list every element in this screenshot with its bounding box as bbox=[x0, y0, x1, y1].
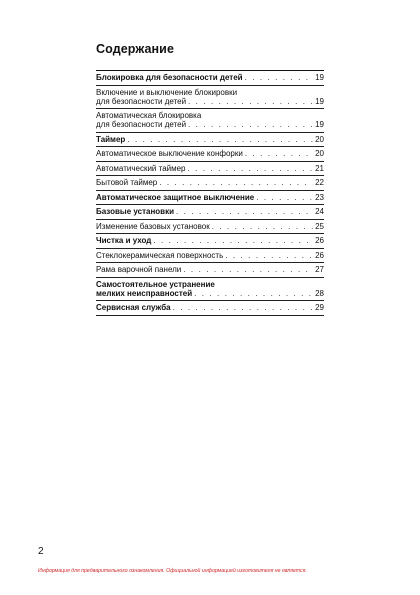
page-title: Содержание bbox=[96, 42, 175, 56]
toc-page-number: 25 bbox=[315, 221, 324, 231]
toc-entry[interactable] bbox=[96, 176, 324, 191]
dot-leader bbox=[173, 303, 313, 312]
toc-entry[interactable] bbox=[96, 234, 324, 249]
toc-entry[interactable] bbox=[96, 109, 324, 133]
page-number: 2 bbox=[38, 546, 44, 557]
table-of-contents bbox=[96, 70, 324, 316]
toc-entry-title: Автоматическое выключение конфорки bbox=[96, 149, 243, 158]
toc-entry[interactable] bbox=[96, 147, 324, 162]
toc-entry[interactable] bbox=[96, 301, 324, 316]
toc-entry-title: Автоматическое защитное выключение bbox=[96, 192, 255, 202]
toc-page-number: 20 bbox=[315, 134, 324, 144]
toc-entry-title: мелких неисправностей bbox=[96, 288, 193, 298]
toc-entry-title: для безопасности детей bbox=[96, 120, 187, 129]
toc-entry[interactable] bbox=[96, 220, 324, 235]
toc-page-number: 29 bbox=[315, 303, 324, 312]
toc-entry[interactable] bbox=[96, 133, 324, 148]
toc-entry-title: Стеклокерамическая поверхность bbox=[96, 250, 224, 260]
toc-entry-title: Автоматическая блокировка bbox=[96, 111, 202, 120]
dot-leader bbox=[212, 222, 313, 231]
toc-page-number: 27 bbox=[315, 265, 324, 274]
toc-entry-title: Изменение базовых установок bbox=[96, 221, 210, 231]
toc-page-number: 26 bbox=[315, 236, 324, 245]
dot-leader bbox=[176, 207, 313, 216]
toc-page-number: 20 bbox=[315, 149, 324, 158]
toc-entry[interactable] bbox=[96, 162, 324, 177]
toc-entry-title: Рама варочной панели bbox=[96, 265, 182, 274]
toc-page-number: 19 bbox=[315, 120, 324, 129]
dot-leader bbox=[188, 97, 313, 106]
toc-page-number: 19 bbox=[315, 73, 324, 82]
toc-entry[interactable] bbox=[96, 191, 324, 206]
toc-page-number: 19 bbox=[315, 96, 324, 106]
toc-entry-title: Самостоятельное устранение bbox=[96, 279, 215, 289]
toc-page-number: 24 bbox=[315, 207, 324, 216]
toc-entry-title: Автоматический таймер bbox=[96, 163, 186, 173]
dot-leader bbox=[183, 265, 313, 274]
dot-leader bbox=[256, 193, 313, 202]
toc-entry[interactable] bbox=[96, 71, 324, 86]
toc-entry-title: Базовые установки bbox=[96, 207, 175, 216]
toc-page-number: 22 bbox=[315, 178, 324, 187]
dot-leader bbox=[245, 149, 313, 158]
dot-leader bbox=[188, 120, 313, 129]
toc-entry-title: Чистка и уход bbox=[96, 236, 152, 245]
toc-page-number: 21 bbox=[315, 163, 324, 173]
toc-entry-title: Блокировка для безопасности детей bbox=[96, 73, 243, 82]
toc-page-number: 23 bbox=[315, 192, 324, 202]
toc-entry[interactable] bbox=[96, 86, 324, 110]
toc-entry-title: для безопасности детей bbox=[96, 96, 187, 106]
toc-page-number: 28 bbox=[315, 288, 324, 298]
toc-entry[interactable] bbox=[96, 249, 324, 264]
toc-entry[interactable] bbox=[96, 205, 324, 220]
dot-leader bbox=[188, 164, 314, 173]
dot-leader bbox=[225, 251, 313, 260]
footer-disclaimer: Информация для предварительного ознакомления. Официальной информацией изготовителя не является. bbox=[38, 568, 307, 574]
toc-entry-title: Бытовой таймер bbox=[96, 178, 158, 187]
toc-entry[interactable] bbox=[96, 278, 324, 302]
dot-leader bbox=[194, 289, 313, 298]
toc-page-number: 26 bbox=[315, 250, 324, 260]
toc-entry-title: Включение и выключение блокировки bbox=[96, 87, 238, 97]
dot-leader bbox=[153, 236, 313, 245]
toc-entry-title: Таймер bbox=[96, 134, 126, 144]
dot-leader bbox=[127, 135, 313, 144]
toc-entry-title: Сервисная служба bbox=[96, 303, 171, 312]
dot-leader bbox=[159, 178, 313, 187]
toc-entry[interactable] bbox=[96, 263, 324, 278]
dot-leader bbox=[245, 73, 314, 82]
